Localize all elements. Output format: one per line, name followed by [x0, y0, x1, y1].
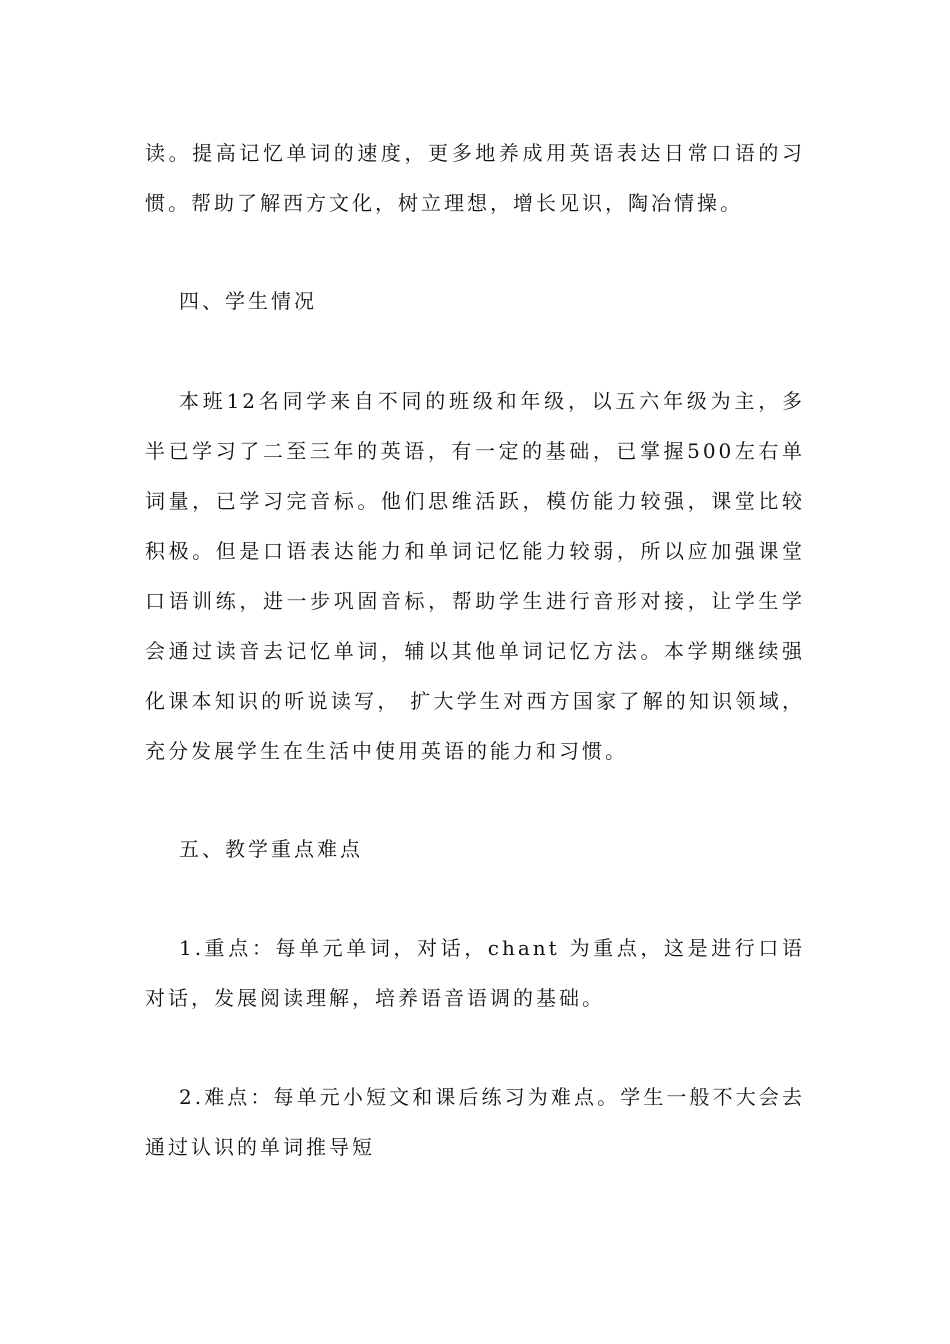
- section-heading-student-situation: 四、学生情况: [179, 289, 317, 313]
- key-points-paragraph: 1.重点：每单元单词，对话，chant 为重点，这是进行口语对话，发展阅读理解，培养语音语调的基础。: [145, 936, 805, 1010]
- student-situation-paragraph: 本班12名同学来自不同的班级和年级，以五六年级为主，多半已学习了二至三年的英语，有一定的基础，已掌握500左右单词量，已学习完音标。他们思维活跃，模仿能力较强，课堂比较积极。但是口语表达能力和单词记忆能力较弱，所以应加强课堂口语训练，进一步巩固音标，帮助学生进行音形对接，让学生学会通过读音去记忆单词，辅以其他单词记忆方法。本学期继续强化课本知识的听说读写， 扩大学生对西方国家了解的知识领域，充分发展学生在生活中使用英语的能力和习惯。: [145, 389, 805, 763]
- difficult-points-paragraph: 2.难点：每单元小短文和课后练习为难点。学生一般不大会去通过认识的单词推导短: [145, 1085, 805, 1159]
- section-heading-key-difficult-points: 五、教学重点难点: [179, 837, 363, 861]
- intro-paragraph: 读。提高记忆单词的速度，更多地养成用英语表达日常口语的习惯。帮助了解西方文化，树立理想，增长见识，陶冶情操。: [145, 141, 805, 215]
